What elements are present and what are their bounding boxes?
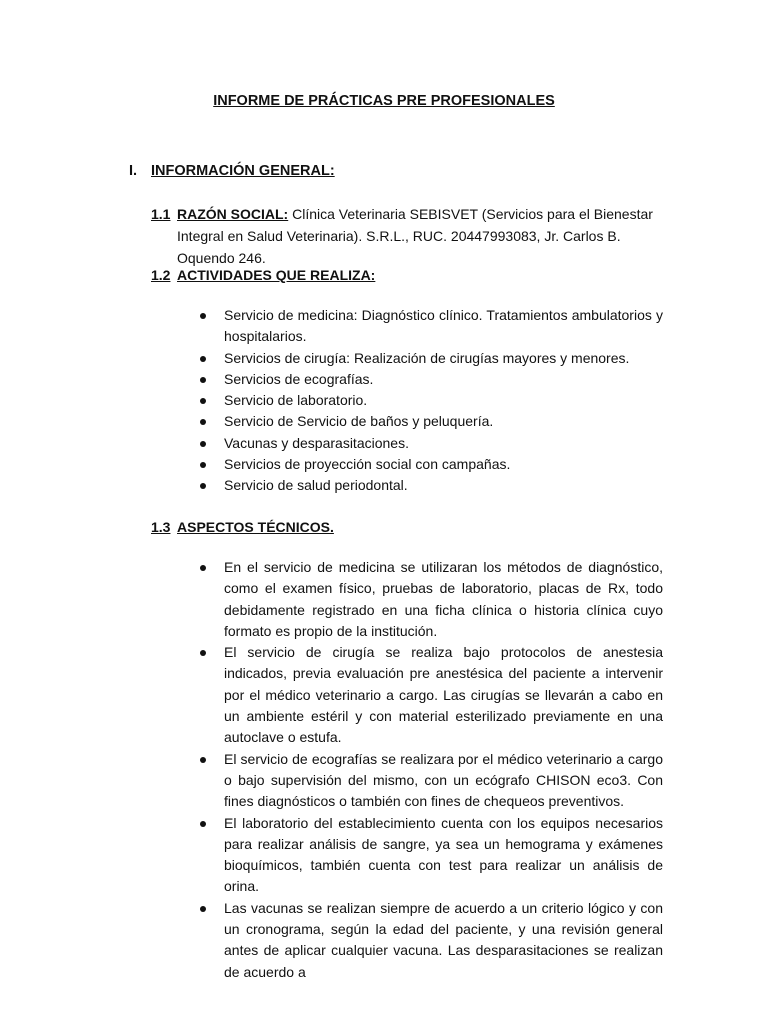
razon-social-text: Clínica Veterinaria SEBISVET (Servicios para el Bienestar Integral en Salud Veterinaria). S.R.L., RUC. 20447993083, Jr. Carlos B. Oquendo 246.: [177, 206, 653, 266]
actividades-list: [199, 305, 663, 497]
bullet-icon: [200, 821, 206, 827]
subsection-number: 1.3: [151, 519, 171, 535]
subsection-label: RAZÓN SOCIAL:: [177, 206, 289, 222]
page-title: INFORME DE PRÁCTICAS PRE PROFESIONALES: [213, 93, 555, 109]
bullet-icon: [200, 377, 206, 383]
list-item: Servicios de proyección social con campañas.: [199, 454, 663, 475]
subsection-actividades: [151, 264, 663, 286]
bullet-icon: [200, 441, 206, 447]
section-number: I.: [129, 163, 138, 179]
bullet-icon: [200, 650, 206, 656]
bullet-icon: [200, 757, 206, 763]
subsection-number: 1.2: [151, 267, 171, 283]
list-item: Servicios de ecografías.: [199, 369, 663, 390]
bullet-icon: [200, 398, 206, 404]
aspectos-list: [199, 557, 663, 983]
bullet-icon: [200, 565, 206, 571]
list-item: Vacunas y desparasitaciones.: [199, 433, 663, 454]
bullet-icon: [200, 483, 206, 489]
list-item: El servicio de cirugía se realiza bajo protocolos de anestesia indicados, previa evaluación pre anestésica del paciente a intervenir por el médico veterinario a cargo. Las cirugías se llevarán a cabo en un ambiente estéril y con material esterilizado previamente en una autoclave o estufa.: [199, 642, 663, 748]
bullet-icon: [200, 313, 206, 319]
bullet-icon: [200, 356, 206, 362]
subsection-label: ACTIVIDADES QUE REALIZA:: [177, 267, 376, 283]
list-item: Servicio de salud periodontal.: [199, 475, 663, 496]
section-heading-text: INFORMACIÓN GENERAL:: [151, 163, 335, 179]
list-item: Servicio de Servicio de baños y peluquería.: [199, 411, 663, 432]
bullet-icon: [200, 462, 206, 468]
subsection-number: 1.1: [151, 206, 171, 222]
list-item: El servicio de ecografías se realizara por el médico veterinario a cargo o bajo supervisión del mismo, con un ecógrafo CHISON eco3. Con fines diagnósticos o también con fines de chequeos preventivos.: [199, 749, 663, 813]
list-item: El laboratorio del establecimiento cuenta con los equipos necesarios para realizar análisis de sangre, ya sea un hemograma y exámenes bioquímicos, también cuenta con test para realizar un análisis de orina.: [199, 813, 663, 898]
subsection-label: ASPECTOS TÉCNICOS.: [177, 519, 334, 535]
list-item: Servicio de medicina: Diagnóstico clínico. Tratamientos ambulatorios y hospitalarios.: [199, 305, 663, 348]
bullet-icon: [200, 419, 206, 425]
list-item: En el servicio de medicina se utilizaran los métodos de diagnóstico, como el examen físico, pruebas de laboratorio, placas de Rx, todo debidamente registrado en una ficha clínica o historia clínica cuyo formato es propio de la institución.: [199, 557, 663, 642]
list-item: Las vacunas se realizan siempre de acuerdo a un criterio lógico y con un cronograma, según la edad del paciente, y una revisión general antes de aplicar cualquier vacuna. Las desparasitaciones se realizan de acuerdo a: [199, 898, 663, 983]
list-item: Servicios de cirugía: Realización de cirugías mayores y menores.: [199, 348, 663, 369]
bullet-icon: [200, 906, 206, 912]
subsection-razon-social: [151, 203, 663, 269]
section-heading-general: [129, 163, 335, 179]
subsection-aspectos-tecnicos: [151, 516, 663, 538]
razon-social-paragraph: [177, 203, 663, 269]
list-item: Servicio de laboratorio.: [199, 390, 663, 411]
